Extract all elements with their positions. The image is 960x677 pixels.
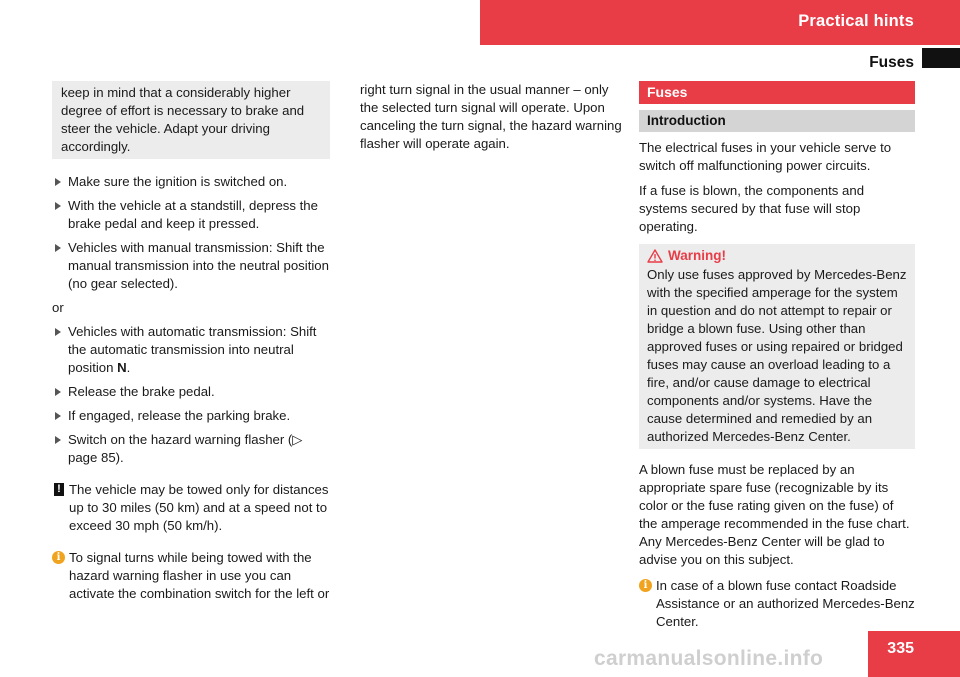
watermark: carmanualsonline.info xyxy=(594,647,824,670)
column-right xyxy=(639,81,915,631)
info-text: In case of a blown fuse contact Roadside Assistance or an authorized Mercedes-Benz Center. xyxy=(656,578,915,629)
info-icon: i xyxy=(639,579,652,592)
or-text: or xyxy=(52,300,64,315)
page-number-box xyxy=(868,631,960,677)
gear-position-n: N xyxy=(117,360,127,375)
step-item xyxy=(52,197,330,233)
step-item xyxy=(52,173,330,191)
info-icon: i xyxy=(52,551,65,564)
step-text: Switch on the hazard warning flasher (▷ page 85). xyxy=(68,432,303,465)
info-text: To signal turns while being towed with the hazard warning flasher in use you can activate the combination switch for the left or xyxy=(69,550,330,601)
warning-title: Warning! xyxy=(668,248,726,263)
step-text: If engaged, release the parking brake. xyxy=(68,408,291,423)
intro-box xyxy=(52,81,330,159)
exclamation-icon: ! xyxy=(54,483,64,496)
triangle-bullet-icon xyxy=(55,202,61,210)
step-item xyxy=(52,323,330,377)
paragraph: The electrical fuses in your vehicle serve to switch off malfunctioning power circuits. xyxy=(639,140,892,173)
header-tab-marker xyxy=(922,48,960,68)
paragraph: A blown fuse must be replaced by an appropriate spare fuse (recognizable by its color or the fuse rating given on the fuse) of the amperage recommended in the fuse chart. Any Mercedes-Benz Center will be glad to advise you on this subject. xyxy=(639,462,910,567)
page-subtitle: Fuses xyxy=(869,54,914,71)
triangle-bullet-icon xyxy=(55,328,61,336)
step-text: With the vehicle at a standstill, depress the brake pedal and keep it pressed. xyxy=(68,198,318,231)
caution-text: The vehicle may be towed only for distances up to 30 miles (50 km) and at a speed not to exceed 30 mph (50 km/h). xyxy=(69,482,329,533)
info-note xyxy=(639,577,915,631)
triangle-bullet-icon xyxy=(55,244,61,252)
warning-triangle-icon xyxy=(647,249,663,263)
caution-note xyxy=(52,481,330,535)
warning-text: Only use fuses approved by Mercedes-Benz with the specified amperage for the system in question and do not attempt to repair or bridge a blown fuse. Using other than approved fuses or using repaired or bridged fuses may cause an overload leading to a fire, and/or cause damage to electrical components and/or systems. Have the cause determined and remedied by an authorized Mercedes-Benz Center. xyxy=(647,267,907,444)
warning-heading xyxy=(647,247,908,265)
triangle-bullet-icon xyxy=(55,436,61,444)
page-number: 335 xyxy=(887,640,914,657)
warning-box xyxy=(639,244,915,449)
triangle-bullet-icon xyxy=(55,388,61,396)
step-text: Vehicles with manual transmission: Shift the manual transmission into the neutral position (no gear selected). xyxy=(68,240,329,291)
column-left xyxy=(52,81,330,603)
subsection-heading: Introduction xyxy=(639,110,915,132)
step-text-end: . xyxy=(126,360,131,375)
intro-text: keep in mind that a considerably higher degree of effort is necessary to brake and steer the vehicle. Adapt your driving accordingly. xyxy=(61,85,305,154)
step-item xyxy=(52,383,330,401)
step-item xyxy=(52,239,330,293)
step-item xyxy=(52,431,330,467)
header-bar xyxy=(480,0,960,45)
info-note xyxy=(52,549,330,603)
section-title: Practical hints xyxy=(798,12,914,30)
triangle-bullet-icon xyxy=(55,178,61,186)
step-text: Make sure the ignition is switched on. xyxy=(68,174,288,189)
step-item xyxy=(52,407,330,425)
triangle-bullet-icon xyxy=(55,412,61,420)
step-text: Release the brake pedal. xyxy=(68,384,215,399)
paragraph: If a fuse is blown, the components and systems secured by that fuse will stop operating. xyxy=(639,183,865,234)
section-heading: Fuses xyxy=(639,81,915,104)
step-text: Vehicles with automatic transmission: Shift the automatic transmission into neutral position xyxy=(68,324,317,375)
continuation-text: right turn signal in the usual manner – only the selected turn signal will operate. Upon canceling the turn signal, the hazard warning flasher will operate again. xyxy=(360,82,622,151)
column-middle xyxy=(360,81,626,160)
